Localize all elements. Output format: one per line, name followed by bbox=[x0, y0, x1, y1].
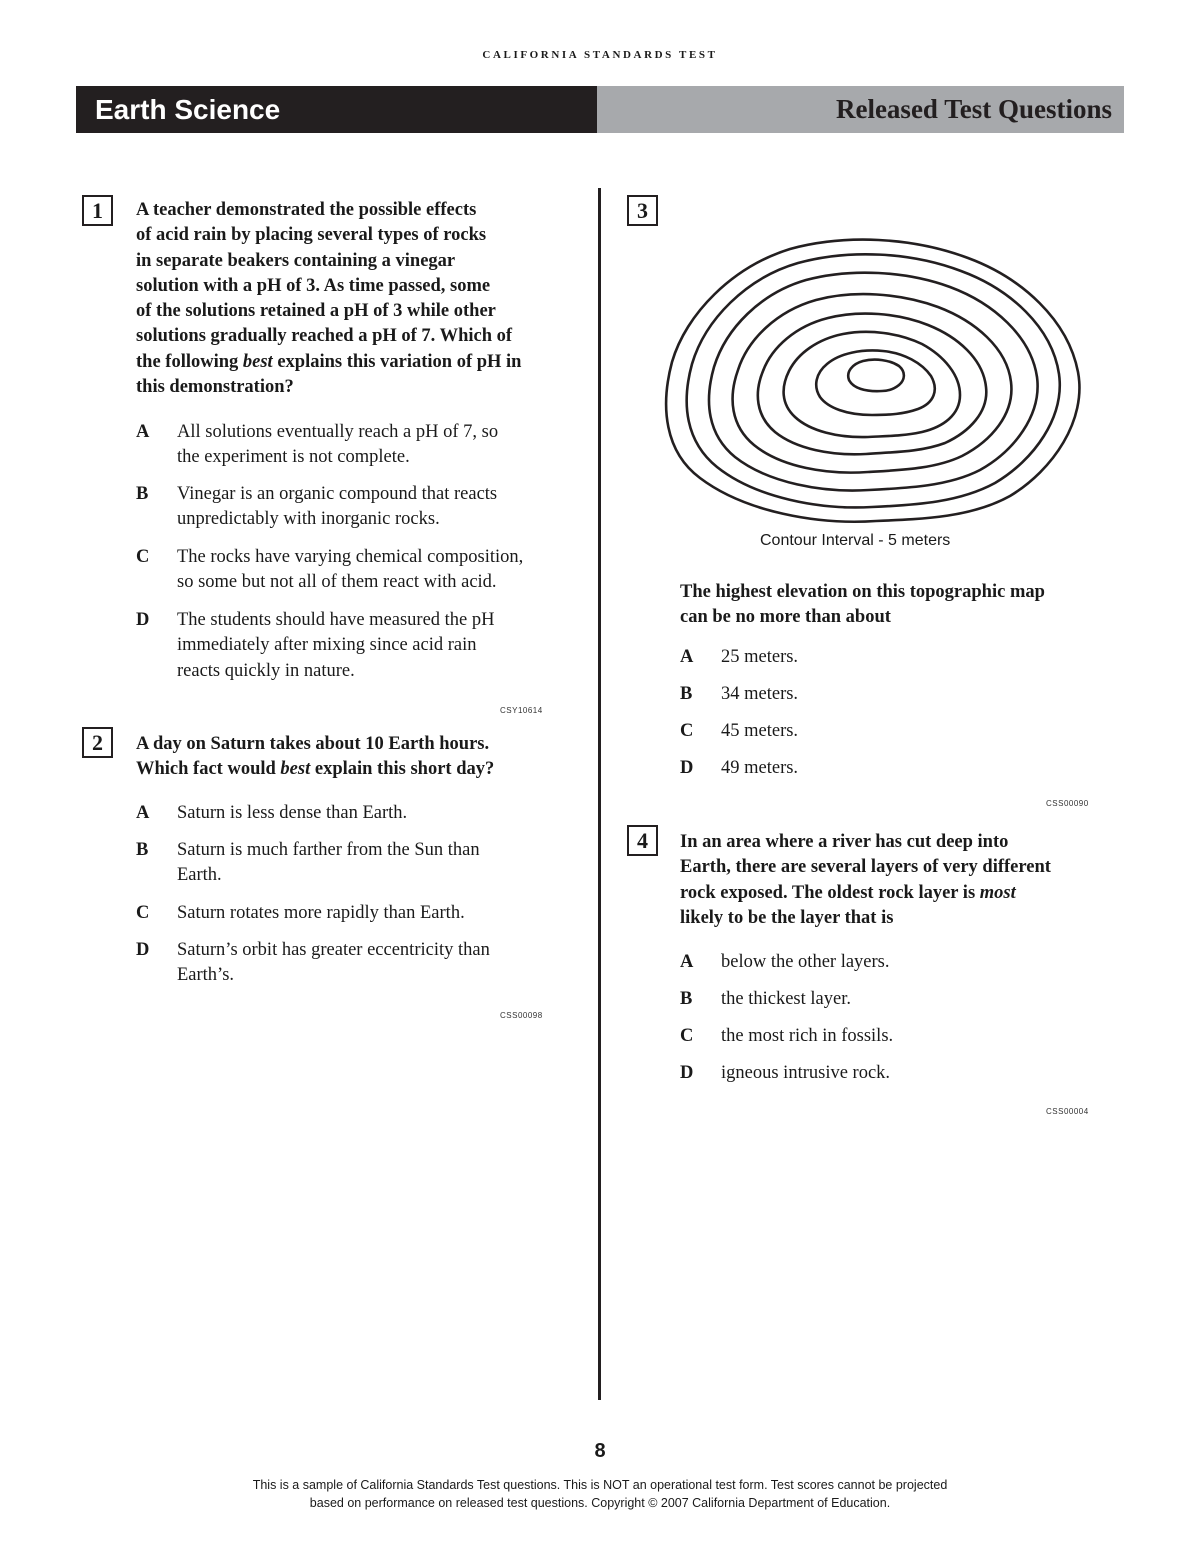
question-4-code: CSS00004 bbox=[1046, 1107, 1089, 1116]
option-text bbox=[721, 682, 798, 707]
option-line: 49 meters. bbox=[721, 758, 799, 778]
question-3-option-a[interactable] bbox=[680, 645, 1100, 671]
option-text bbox=[177, 901, 465, 926]
option-text bbox=[177, 420, 498, 471]
option-line: 45 meters. bbox=[721, 721, 799, 741]
option-line: reacts quickly in nature. bbox=[177, 660, 355, 681]
question-3-number: 3 bbox=[627, 195, 658, 226]
question-4-option-d[interactable] bbox=[680, 1061, 1100, 1087]
stem-text: explains this variation of pH in bbox=[277, 351, 522, 372]
sea-level-label bbox=[650, 232, 721, 233]
contour-line-4 bbox=[733, 294, 1012, 472]
stem-line bbox=[136, 757, 494, 782]
option-line: the most rich in fossils. bbox=[721, 1026, 894, 1046]
option-line: 25 meters. bbox=[721, 647, 799, 667]
option-letter: C bbox=[680, 721, 694, 741]
footer-line-2: based on performance on released test questions. Copyright © 2007 California Department of Education. bbox=[309, 1496, 891, 1510]
contour-line-5 bbox=[758, 314, 986, 455]
option-text bbox=[721, 1024, 893, 1049]
option-text bbox=[721, 756, 798, 781]
question-2-number: 2 bbox=[82, 727, 113, 758]
question-1-option-a[interactable] bbox=[136, 420, 596, 472]
option-line: The students should have measured the pH bbox=[177, 610, 495, 630]
option-letter: B bbox=[136, 484, 149, 504]
question-1-number: 1 bbox=[82, 195, 113, 226]
option-line: Saturn rotates more rapidly than Earth. bbox=[177, 903, 465, 923]
stem-line bbox=[680, 881, 1051, 906]
option-text bbox=[721, 987, 851, 1012]
stem-line: likely to be the layer that is bbox=[680, 907, 894, 928]
question-4-number: 4 bbox=[627, 825, 658, 856]
question-4-stem bbox=[680, 830, 1051, 931]
question-1-option-c[interactable] bbox=[136, 545, 596, 597]
option-text bbox=[721, 950, 890, 975]
option-line: Earth. bbox=[177, 865, 222, 886]
footer-disclaimer bbox=[0, 1476, 1200, 1512]
question-2-code: CSS00098 bbox=[500, 1011, 543, 1020]
option-letter: A bbox=[136, 803, 150, 823]
map-caption: Contour Interval - 5 meters bbox=[760, 532, 951, 549]
option-letter: A bbox=[680, 952, 694, 972]
stem-emphasis: best bbox=[280, 759, 311, 780]
question-2-option-c[interactable] bbox=[136, 901, 596, 927]
stem-line: solutions gradually reached a pH of 7. Which of bbox=[136, 326, 513, 347]
subject-title: Earth Science bbox=[76, 86, 597, 133]
option-line: Earth’s. bbox=[177, 965, 235, 986]
option-line: 34 meters. bbox=[721, 684, 799, 704]
option-letter: B bbox=[680, 684, 693, 704]
question-2-stem bbox=[136, 732, 494, 783]
page-number: 8 bbox=[594, 1440, 606, 1462]
question-2-option-a[interactable] bbox=[136, 801, 596, 827]
option-letter: A bbox=[680, 647, 694, 667]
option-letter: A bbox=[136, 422, 150, 442]
option-line: Saturn is less dense than Earth. bbox=[177, 803, 408, 823]
option-letter: C bbox=[136, 903, 150, 923]
question-1-option-b[interactable] bbox=[136, 482, 596, 534]
option-letter: D bbox=[136, 940, 150, 960]
question-2-option-d[interactable] bbox=[136, 938, 596, 990]
option-text bbox=[721, 1061, 890, 1086]
stem-text: explain this short day? bbox=[314, 759, 495, 780]
stem-line: solution with a pH of 3. As time passed, some bbox=[136, 275, 491, 296]
option-letter: D bbox=[136, 610, 150, 630]
stem-line: in separate beakers containing a vinegar bbox=[136, 250, 456, 271]
option-line: igneous intrusive rock. bbox=[721, 1063, 891, 1083]
question-4-option-b[interactable] bbox=[680, 987, 1100, 1013]
topographic-map bbox=[650, 232, 1090, 532]
stem-line: can be no more than about bbox=[680, 607, 891, 628]
option-line: Saturn’s orbit has greater eccentricity than bbox=[177, 940, 490, 960]
stem-line: of the solutions retained a pH of 3 while other bbox=[136, 301, 496, 322]
option-letter: B bbox=[136, 840, 149, 860]
question-1-code: CSY10614 bbox=[500, 706, 543, 715]
option-letter: B bbox=[680, 989, 693, 1009]
column-divider bbox=[598, 188, 601, 1400]
question-2-option-b[interactable] bbox=[136, 838, 596, 890]
option-letter: C bbox=[680, 1026, 694, 1046]
contour-lines bbox=[666, 240, 1079, 522]
option-line: Saturn is much farther from the Sun than bbox=[177, 840, 480, 860]
option-text bbox=[177, 482, 497, 533]
section-title: Released Test Questions bbox=[597, 86, 1124, 133]
option-line: Vinegar is an organic compound that reacts bbox=[177, 484, 498, 504]
option-letter: D bbox=[680, 1063, 694, 1083]
option-text bbox=[177, 801, 407, 826]
stem-line: A day on Saturn takes about 10 Earth hours. bbox=[136, 734, 490, 754]
contour-line-1 bbox=[666, 240, 1079, 522]
contour-line-2 bbox=[687, 254, 1060, 507]
stem-line: of acid rain by placing several types of rocks bbox=[136, 225, 487, 246]
option-line: immediately after mixing since acid rain bbox=[177, 635, 477, 656]
option-text bbox=[177, 608, 495, 684]
option-line: All solutions eventually reach a pH of 7, so bbox=[177, 422, 499, 442]
stem-text: Which fact would bbox=[136, 759, 276, 780]
option-line: the thickest layer. bbox=[721, 989, 851, 1009]
stem-line bbox=[136, 350, 521, 375]
stem-text: rock exposed. The oldest rock layer is bbox=[680, 882, 976, 903]
question-4-option-c[interactable] bbox=[680, 1024, 1100, 1050]
stem-emphasis: best bbox=[242, 351, 273, 372]
option-text bbox=[177, 938, 490, 989]
question-1-option-d[interactable] bbox=[136, 608, 596, 686]
test-name-label: CALIFORNIA STANDARDS TEST bbox=[482, 49, 718, 61]
option-letter: D bbox=[680, 758, 694, 778]
option-text bbox=[721, 719, 798, 744]
option-text bbox=[177, 838, 480, 889]
stem-text: the following bbox=[136, 351, 239, 372]
contour-line-8 bbox=[848, 360, 904, 392]
stem-emphasis: most bbox=[979, 882, 1016, 903]
question-3-option-d[interactable] bbox=[680, 756, 1100, 782]
footer-line-1: This is a sample of California Standards Test questions. This is NOT an operational test form. Test scores cannot be projected bbox=[252, 1478, 948, 1492]
option-line: so some but not all of them react with acid. bbox=[177, 572, 497, 593]
page-banner bbox=[76, 86, 1124, 133]
option-line: The rocks have varying chemical composition, bbox=[177, 547, 524, 567]
option-line: unpredictably with inorganic rocks. bbox=[177, 509, 440, 530]
stem-line: Earth, there are several layers of very different bbox=[680, 857, 1051, 878]
stem-line: In an area where a river has cut deep into bbox=[680, 832, 1009, 852]
question-3-option-b[interactable] bbox=[680, 682, 1100, 708]
option-text bbox=[177, 545, 523, 596]
question-4-option-a[interactable] bbox=[680, 950, 1100, 976]
question-1-stem bbox=[136, 198, 521, 400]
option-letter: C bbox=[136, 547, 150, 567]
question-3-stem bbox=[680, 580, 1045, 631]
stem-line: this demonstration? bbox=[136, 377, 294, 398]
question-3-code: CSS00090 bbox=[1046, 799, 1089, 808]
option-line: the experiment is not complete. bbox=[177, 447, 410, 468]
stem-line: A teacher demonstrated the possible effects bbox=[136, 200, 477, 220]
question-3-option-c[interactable] bbox=[680, 719, 1100, 745]
option-text bbox=[721, 645, 798, 670]
option-line: below the other layers. bbox=[721, 952, 890, 972]
stem-line: The highest elevation on this topographic map bbox=[680, 582, 1045, 602]
